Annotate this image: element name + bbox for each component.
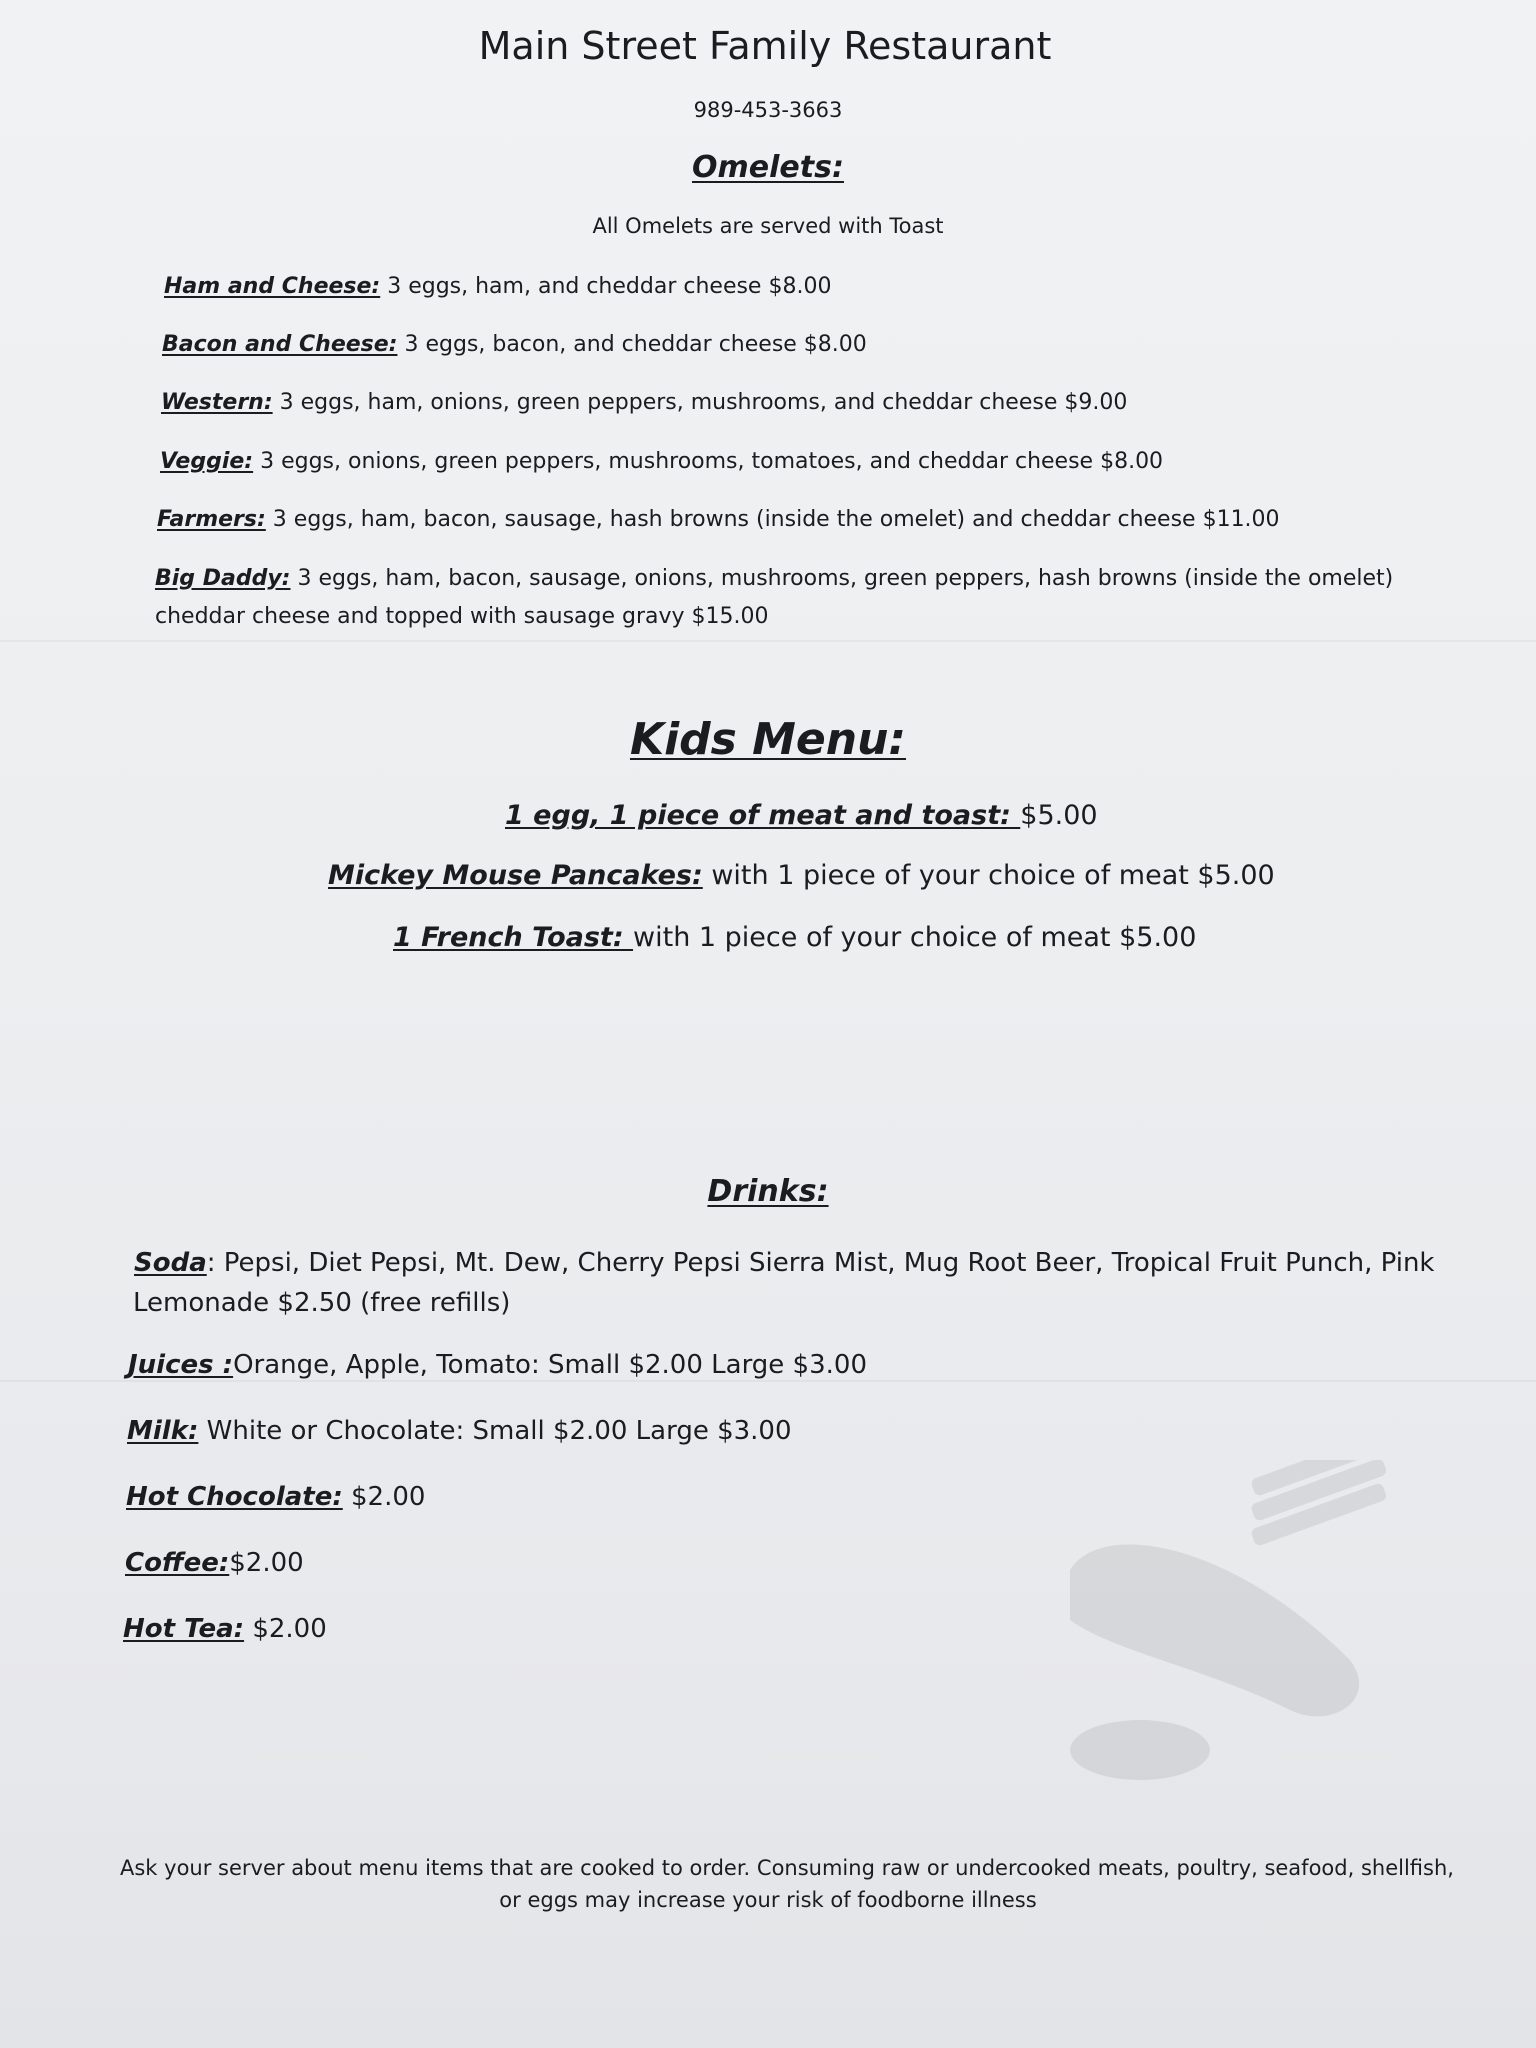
item-name: Hot Tea: <box>123 1614 245 1644</box>
drink-item-soda <box>134 1248 1435 1278</box>
omelet-item-farmers <box>157 507 1280 532</box>
fork-watermark-icon <box>1030 1460 1410 1790</box>
item-description: 3 eggs, ham, bacon, sausage, hash browns (inside the omelet) and cheddar cheese $11.00 <box>265 507 1280 532</box>
omelet-item-ham-and-cheese <box>164 274 831 299</box>
item-name: Bacon and Cheese: <box>162 332 398 357</box>
item-description: $2.00 <box>229 1548 304 1578</box>
drink-item-hot-tea <box>123 1614 327 1644</box>
item-name: 1 French Toast: <box>393 922 634 953</box>
item-name: Mickey Mouse Pancakes: <box>328 860 703 891</box>
kids-item-egg-meat-toast <box>505 800 1098 831</box>
paper-crease <box>0 640 1536 642</box>
item-name: Juices : <box>128 1350 234 1380</box>
item-name: Big Daddy: <box>155 566 291 591</box>
omelet-item-big-daddy <box>155 566 1393 591</box>
omelets-subtitle: All Omelets are served with Toast <box>592 214 944 238</box>
drink-item-coffee <box>125 1548 304 1578</box>
item-name: 1 egg, 1 piece of meat and toast: <box>505 800 1021 831</box>
kids-item-french-toast <box>393 922 1196 953</box>
drink-item-milk <box>127 1416 792 1446</box>
item-name: Milk: <box>127 1416 199 1446</box>
omelets-heading: Omelets: <box>692 150 844 185</box>
item-description: $5.00 <box>1020 800 1098 831</box>
omelet-item-western <box>161 390 1127 415</box>
item-description: : Pepsi, Diet Pepsi, Mt. Dew, Cherry Pepsi Sierra Mist, Mug Root Beer, Tropical Fruit Punch, Pink <box>206 1248 1435 1278</box>
item-description: with 1 piece of your choice of meat $5.00 <box>702 860 1275 891</box>
drink-item-hot-chocolate <box>126 1482 425 1512</box>
restaurant-title: Main Street Family Restaurant <box>478 24 1052 68</box>
item-description: White or Chocolate: Small $2.00 Large $3.00 <box>198 1416 792 1446</box>
item-description: $2.00 <box>244 1614 327 1644</box>
item-name: Western: <box>161 390 273 415</box>
item-description: 3 eggs, ham, and cheddar cheese $8.00 <box>380 274 832 299</box>
drink-item-soda-continued: Lemonade $2.50 (free refills) <box>133 1288 511 1318</box>
phone-number: 989-453-3663 <box>693 98 843 122</box>
omelet-item-bacon-and-cheese <box>162 332 867 357</box>
omelet-item-veggie <box>160 449 1163 474</box>
item-name: Coffee: <box>125 1548 230 1578</box>
item-name: Farmers: <box>157 507 266 532</box>
item-name: Hot Chocolate: <box>126 1482 343 1512</box>
item-description: $2.00 <box>342 1482 426 1512</box>
disclaimer-line-2: or eggs may increase your risk of foodborne illness <box>499 1888 1037 1912</box>
kids-item-mickey-mouse-pancakes <box>328 860 1275 891</box>
item-description: Orange, Apple, Tomato: Small $2.00 Large $3.00 <box>233 1350 867 1380</box>
omelet-item-big-daddy-continued: cheddar cheese and topped with sausage gravy $15.00 <box>155 604 769 629</box>
kids-menu-heading: Kids Menu: <box>629 714 907 765</box>
item-name: Ham and Cheese: <box>164 274 381 299</box>
item-name: Veggie: <box>160 449 254 474</box>
paper-crease <box>0 1380 1536 1382</box>
disclaimer-line-1: Ask your server about menu items that are cooked to order. Consuming raw or undercooked meats, poultry, seafood, shellfish, <box>120 1856 1454 1880</box>
item-description: 3 eggs, ham, onions, green peppers, mushrooms, and cheddar cheese $9.00 <box>272 390 1128 415</box>
drink-item-juices <box>128 1350 867 1380</box>
item-description: with 1 piece of your choice of meat $5.00 <box>633 922 1197 953</box>
item-name: Soda <box>134 1248 207 1278</box>
item-description: 3 eggs, onions, green peppers, mushrooms, tomatoes, and cheddar cheese $8.00 <box>253 449 1164 474</box>
item-description: 3 eggs, bacon, and cheddar cheese $8.00 <box>397 332 867 357</box>
item-description: 3 eggs, ham, bacon, sausage, onions, mushrooms, green peppers, hash browns (inside the omelet) <box>290 566 1394 591</box>
drinks-heading: Drinks: <box>707 1174 829 1209</box>
